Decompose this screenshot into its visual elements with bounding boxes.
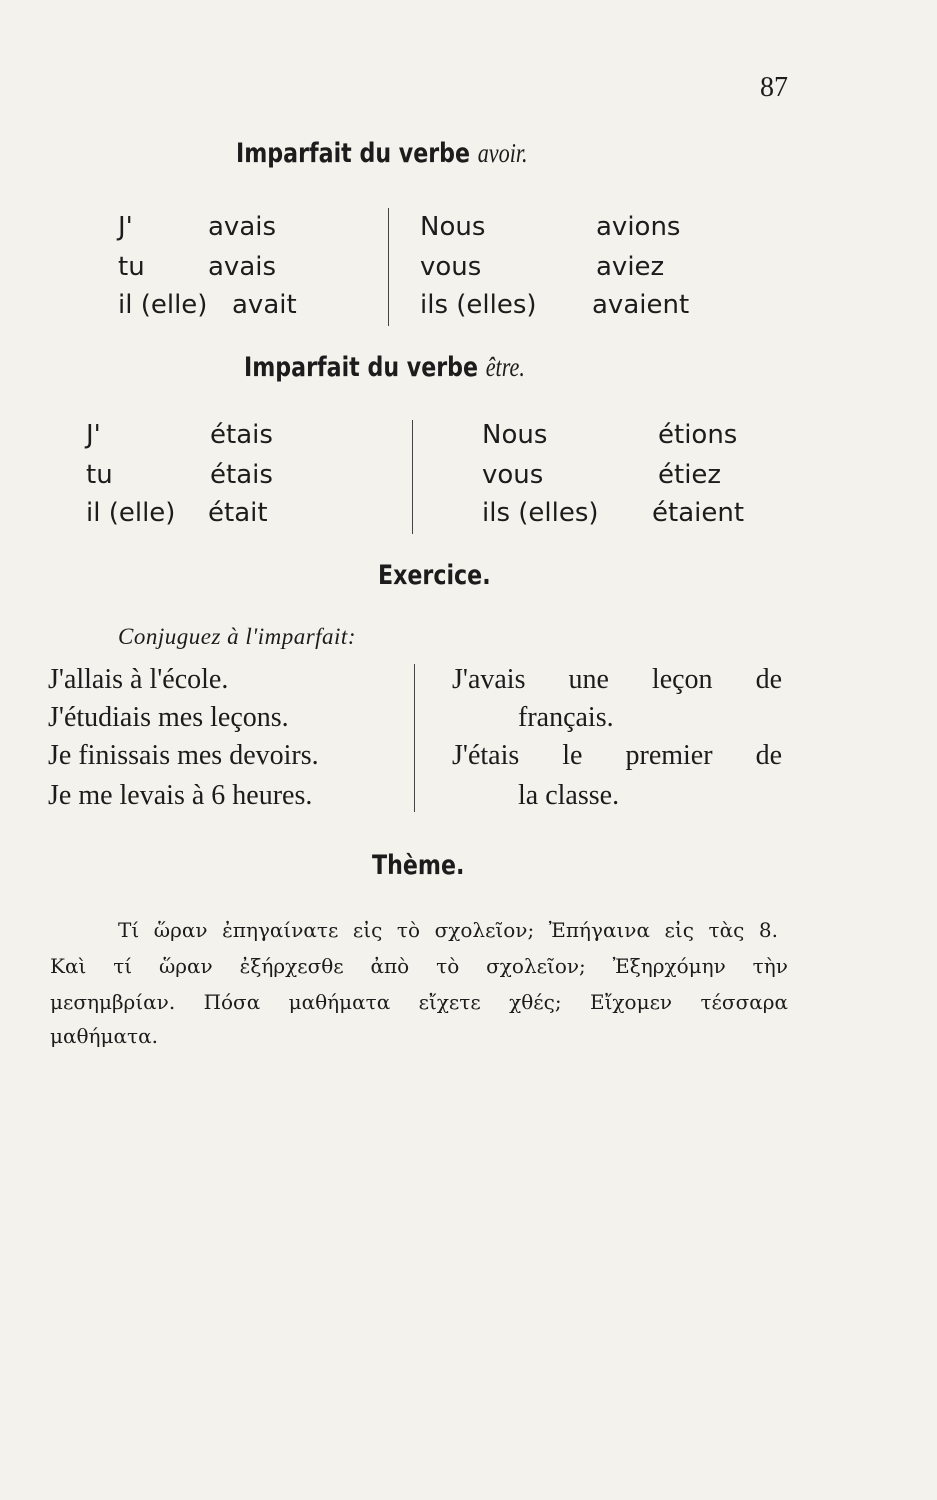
- exercise-left-line-3: Je finissais mes devoirs.: [48, 740, 319, 771]
- avoir-form-pl-2: aviez: [596, 252, 665, 282]
- avoir-form-3: avait: [232, 290, 297, 320]
- avoir-form-2: avais: [208, 252, 277, 282]
- theme-line-4: [50, 1024, 788, 1048]
- etre-form-3: était: [208, 498, 268, 528]
- theme-word: τὴν: [752, 954, 788, 978]
- etre-pronoun-pl-1: Nous: [482, 420, 548, 450]
- exercise-left-line-2: J'étudiais mes leçons.: [48, 702, 289, 733]
- etre-heading-prefix: Imparfait du verbe: [244, 352, 479, 383]
- avoir-pronoun-2: tu: [118, 252, 145, 282]
- theme-line-2: [50, 954, 788, 978]
- exercise-left-line-1: J'allais à l'école.: [48, 664, 229, 695]
- avoir-pronoun-pl-3: ils (elles): [420, 290, 537, 320]
- avoir-pronoun-pl-2: vous: [420, 252, 482, 282]
- etre-heading: [244, 352, 525, 383]
- exercise-right-line-1: J'avais une leçon de: [452, 664, 782, 695]
- theme-word: ἀπὸ: [370, 954, 410, 978]
- avoir-pronoun-1: J': [118, 212, 133, 242]
- avoir-column-divider: [388, 208, 389, 326]
- theme-word: εἴχετε: [418, 990, 481, 1014]
- etre-form-2: étais: [210, 460, 273, 490]
- theme-word: ἐπηγαίνατε: [222, 918, 339, 942]
- theme-word: Καὶ: [50, 954, 87, 978]
- etre-heading-verb: être.: [485, 352, 525, 382]
- exercise-instruction: Conjuguez à l'imparfait:: [118, 624, 356, 649]
- theme-word: εἰς: [352, 918, 383, 942]
- theme-word: Ἐξηρχόμην: [612, 954, 726, 978]
- avoir-form-pl-3: avaient: [592, 290, 690, 320]
- avoir-form-pl-1: avions: [596, 212, 681, 242]
- page-number: 87: [760, 72, 788, 103]
- exercise-right-line-2: français.: [518, 702, 614, 733]
- theme-word: τὸ: [436, 954, 460, 978]
- etre-form-1: étais: [210, 420, 273, 450]
- etre-form-pl-3: étaient: [652, 498, 745, 528]
- theme-line-1: [118, 918, 778, 942]
- theme-word: τί: [113, 954, 133, 978]
- theme-word: μαθήματα.: [50, 1024, 158, 1048]
- avoir-form-1: avais: [208, 212, 277, 242]
- theme-word: εἰς: [664, 918, 694, 942]
- exercise-left-line-4: Je me levais à 6 heures.: [48, 780, 313, 811]
- etre-pronoun-pl-2: vous: [482, 460, 544, 490]
- etre-pronoun-pl-3: ils (elles): [482, 498, 599, 528]
- avoir-pronoun-3: il (elle): [118, 290, 208, 320]
- etre-pronoun-2: tu: [86, 460, 113, 490]
- theme-word: σχολεῖον;: [486, 954, 586, 978]
- avoir-heading-prefix: Imparfait du verbe: [236, 138, 471, 169]
- etre-pronoun-3: il (elle): [86, 498, 176, 528]
- theme-word: 8.: [758, 918, 778, 942]
- avoir-heading: [236, 138, 528, 169]
- theme-word: ὥραν: [158, 954, 213, 978]
- exercise-right-line-4: la classe.: [518, 780, 620, 811]
- etre-form-pl-2: étiez: [658, 460, 722, 490]
- etre-column-divider: [412, 420, 413, 534]
- theme-word: μαθήματα: [288, 990, 391, 1014]
- theme-word: τὸ: [396, 918, 420, 942]
- theme-word: ἐξήρχεσθε: [239, 954, 344, 978]
- exercise-column-divider: [414, 664, 415, 812]
- theme-word: χθές;: [509, 990, 562, 1014]
- theme-word: Ἐπήγαινα: [548, 918, 650, 942]
- theme-line-3: [50, 990, 788, 1014]
- theme-word: Εἴχομεν: [589, 990, 673, 1014]
- theme-word: σχολεῖον;: [434, 918, 535, 942]
- avoir-pronoun-pl-1: Nous: [420, 212, 486, 242]
- avoir-heading-verb: avoir.: [477, 138, 528, 168]
- etre-pronoun-1: J': [86, 420, 101, 450]
- theme-word: Πόσα: [203, 990, 261, 1014]
- theme-word: ὥραν: [153, 918, 208, 942]
- theme-word: τὰς: [708, 918, 745, 942]
- exercise-right-line-3: J'étais le premier de: [452, 740, 782, 771]
- exercise-heading: Exercice.: [378, 560, 491, 591]
- theme-word: μεσημβρίαν.: [50, 990, 176, 1014]
- theme-word: Τί: [118, 918, 140, 942]
- theme-heading: Thème.: [372, 850, 465, 881]
- theme-word: τέσσαρα: [700, 990, 788, 1014]
- etre-form-pl-1: étions: [658, 420, 738, 450]
